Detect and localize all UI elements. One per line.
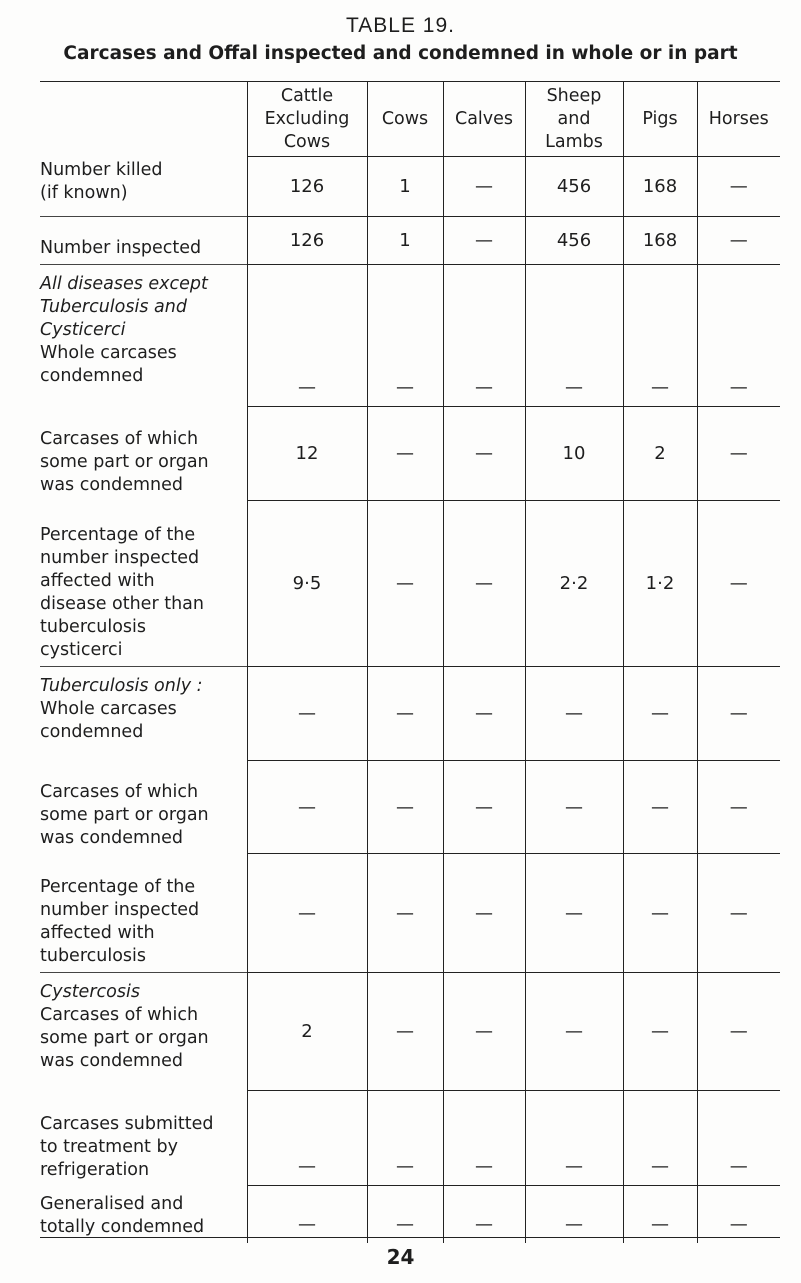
row-label-line: condemned: [40, 722, 144, 742]
row-label: [40, 265, 247, 407]
row-label: [40, 1091, 247, 1186]
table-cell: —: [443, 973, 525, 1091]
table-cell: —: [623, 1186, 697, 1243]
carcases-table: [40, 82, 780, 1243]
table-row: [40, 157, 780, 217]
table-cell: —: [623, 265, 697, 407]
table-cell: —: [443, 761, 525, 854]
table-cell: —: [525, 1186, 623, 1243]
column-header-line: Excluding: [264, 108, 350, 129]
row-label-line: was condemned: [40, 827, 184, 848]
table-cell: —: [525, 1091, 623, 1186]
table-cell: —: [697, 407, 780, 501]
table-cell: —: [697, 1091, 780, 1186]
table-cell: —: [443, 407, 525, 501]
row-label-line: Whole carcases: [40, 343, 177, 363]
table-cell: —: [623, 667, 697, 761]
table-cell: —: [443, 217, 525, 265]
table-cell: —: [443, 854, 525, 973]
section-heading-line: Tuberculosis and: [40, 297, 187, 317]
table-cell: 168: [623, 157, 697, 217]
row-label: [40, 761, 247, 854]
table-cell: 10: [525, 407, 623, 501]
table-cell: —: [525, 973, 623, 1091]
row-label: [40, 157, 247, 217]
table-row: [40, 407, 780, 501]
table-cell: —: [367, 265, 443, 407]
row-label: [40, 973, 247, 1091]
table-cell: —: [697, 1186, 780, 1243]
row-label-line: refrigeration: [40, 1159, 150, 1180]
table-cell: —: [247, 667, 367, 761]
table-cell: —: [367, 667, 443, 761]
row-label-line: Carcases of which: [40, 781, 199, 802]
table-cell: —: [525, 854, 623, 973]
column-header-line: Calves: [454, 108, 514, 129]
row-label: [40, 217, 247, 265]
row-label-line: Carcases submitted: [40, 1113, 214, 1134]
table-cell: 1: [367, 157, 443, 217]
table-cell: 2: [247, 973, 367, 1091]
row-label-line: Percentage of the: [40, 877, 196, 897]
page-number: 24: [386, 1245, 415, 1269]
section-heading-line: All diseases except: [40, 274, 208, 294]
table-cell: 9·5: [247, 501, 367, 667]
row-label-line: number inspected: [40, 900, 200, 920]
table-cell: 2: [623, 407, 697, 501]
column-header: [247, 82, 367, 157]
table-cell: 1: [367, 217, 443, 265]
column-header-line: and: [557, 108, 591, 129]
row-label-line: some part or organ: [40, 804, 209, 825]
table-cell: —: [525, 265, 623, 407]
header-blank: [40, 82, 247, 157]
row-label-line: some part or organ: [40, 1028, 209, 1048]
table-cell: —: [367, 973, 443, 1091]
table-cell: —: [697, 157, 780, 217]
column-header: [697, 82, 780, 157]
section-heading-line: Cysticerci: [40, 320, 126, 340]
table-cell: —: [247, 1091, 367, 1186]
row-label: [40, 854, 247, 973]
table-cell: —: [697, 761, 780, 854]
table-cell: 126: [247, 217, 367, 265]
table-cell: 126: [247, 157, 367, 217]
table-cell: —: [247, 265, 367, 407]
row-label: [40, 407, 247, 501]
table-cell: —: [623, 761, 697, 854]
row-label-line: Generalised and: [40, 1193, 184, 1214]
table-row: [40, 854, 780, 973]
table-cell: 2·2: [525, 501, 623, 667]
table-title: Carcases and Offal inspected and condemned in whole or in part: [63, 43, 738, 64]
table-row: [40, 1186, 780, 1243]
column-header-line: Cows: [381, 108, 429, 129]
table-row: [40, 667, 780, 761]
section-heading-line: Cystercosis: [40, 982, 140, 1002]
table-cell: —: [367, 1186, 443, 1243]
section-heading-line: Tuberculosis only :: [40, 676, 203, 696]
column-header-line: Horses: [708, 108, 769, 129]
table-cell: 456: [525, 157, 623, 217]
row-label-line: disease other than: [40, 594, 204, 614]
table-cell: —: [623, 973, 697, 1091]
column-header-line: Cattle: [280, 85, 334, 106]
table-cell: —: [623, 1091, 697, 1186]
table-cell: —: [697, 973, 780, 1091]
row-label-line: Whole carcases: [40, 699, 177, 719]
table-cell: —: [697, 265, 780, 407]
table-row: [40, 1091, 780, 1186]
row-label-line: totally condemned: [40, 1216, 205, 1237]
table-cell: —: [443, 1186, 525, 1243]
row-label-line: Carcases of which: [40, 428, 199, 449]
table-number: TABLE 19.: [346, 14, 455, 37]
table-cell: —: [623, 854, 697, 973]
table-cell: 168: [623, 217, 697, 265]
table-cell: —: [367, 407, 443, 501]
table-cell: —: [697, 854, 780, 973]
row-label-line: number inspected: [40, 548, 200, 568]
column-header: [623, 82, 697, 157]
table-cell: —: [247, 1186, 367, 1243]
row-label-line: to treatment by: [40, 1136, 178, 1157]
table-cell: —: [697, 501, 780, 667]
row-label-line: tuberculosis: [40, 946, 147, 966]
header-row: [40, 82, 780, 157]
table-cell: 456: [525, 217, 623, 265]
column-header-line: Cows: [283, 131, 331, 152]
table-cell: 1·2: [623, 501, 697, 667]
row-label: [40, 1186, 247, 1243]
row-label-line: affected with: [40, 571, 155, 591]
table-cell: —: [697, 667, 780, 761]
table-row: [40, 265, 780, 407]
row-label-line: Number inspected: [40, 238, 202, 258]
table-cell: —: [247, 761, 367, 854]
column-header-line: Pigs: [642, 108, 678, 129]
table-cell: —: [697, 217, 780, 265]
table-cell: —: [443, 667, 525, 761]
row-label-line: was condemned: [40, 474, 184, 495]
table-row: [40, 501, 780, 667]
table-row: [40, 217, 780, 265]
row-label-line: affected with: [40, 923, 155, 943]
row-label-line: some part or organ: [40, 451, 209, 472]
row-label-line: cysticerci: [40, 640, 123, 660]
row-label-line: (if known): [40, 182, 128, 203]
table-cell: —: [367, 501, 443, 667]
column-header-line: Sheep: [546, 85, 602, 106]
column-header-line: Lambs: [545, 131, 603, 152]
row-label-line: tuberculosis: [40, 617, 147, 637]
row-label: [40, 501, 247, 667]
table-cell: —: [367, 1091, 443, 1186]
table-row: [40, 973, 780, 1091]
table-cell: —: [247, 854, 367, 973]
row-label: [40, 667, 247, 761]
row-label-line: condemned: [40, 366, 144, 386]
column-header: [443, 82, 525, 157]
table-cell: —: [443, 1091, 525, 1186]
row-label-line: Carcases of which: [40, 1005, 199, 1025]
bottom-rule: [40, 1237, 780, 1238]
table-cell: —: [525, 667, 623, 761]
table-cell: —: [443, 265, 525, 407]
column-header: [367, 82, 443, 157]
table-cell: —: [443, 157, 525, 217]
table-cell: —: [443, 501, 525, 667]
table-row: [40, 761, 780, 854]
table-cell: 12: [247, 407, 367, 501]
row-label-line: Percentage of the: [40, 525, 196, 545]
row-label-line: was condemned: [40, 1051, 184, 1071]
table-cell: —: [525, 761, 623, 854]
column-header: [525, 82, 623, 157]
table-cell: —: [367, 854, 443, 973]
table-cell: —: [367, 761, 443, 854]
row-label-line: Number killed: [40, 159, 163, 180]
